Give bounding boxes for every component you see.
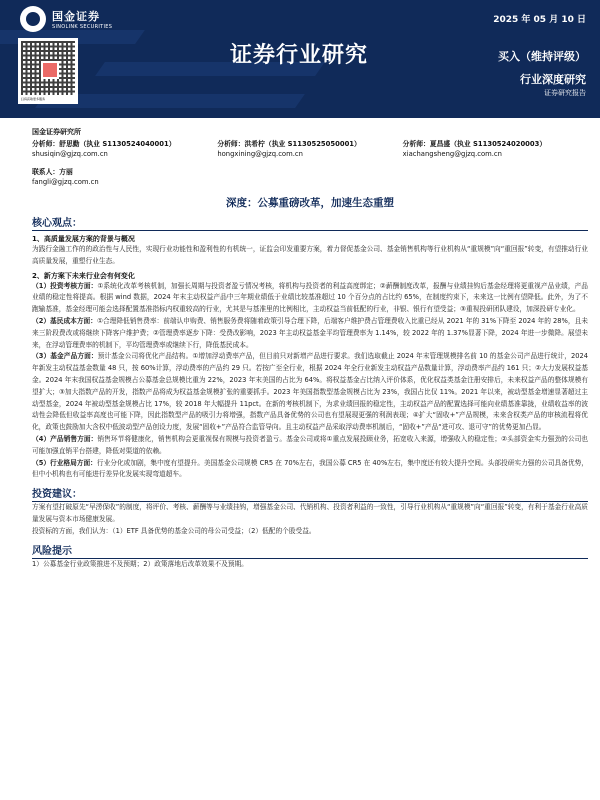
risk-title: 风险提示 xyxy=(32,542,588,559)
report-subnote: 证券研究报告 xyxy=(544,89,586,97)
report-header xyxy=(0,0,600,118)
logo-en: SINOLINK SECURITIES xyxy=(52,24,113,30)
qr-code-icon xyxy=(21,41,75,95)
paragraph: 投资标的方面，我们认为：（1）ETF 具备优势的基金公司的母公司受益；（2）低配的个股受益。 xyxy=(32,526,316,535)
contact-name: 联系人：方丽 xyxy=(32,168,73,176)
analyst-item xyxy=(217,139,402,159)
paragraph-label: （5）行业格局方面： xyxy=(32,458,97,467)
paragraph xyxy=(32,281,588,316)
analyst-item xyxy=(403,139,588,159)
paragraph-label: （1）投资考核方面： xyxy=(32,281,98,290)
paragraph xyxy=(32,316,588,351)
paragraph-text: 销售环节将健康化，销售机构会更重视保有规模与投资者盈亏。基金公司或将①重点发展投顾业务，拓宽收入来源，增强收入的稳定性；②头部资金实力强劲的公司也可能加强直销平台搭建，降低对渠道的依赖。 xyxy=(32,434,588,455)
report-subtype: 行业深度研究 xyxy=(520,73,586,86)
paragraph xyxy=(32,458,588,482)
analyst-email[interactable]: xiachangsheng@gjzq.com.cn xyxy=(402,150,502,158)
analyst-name: 分析师：洪希柠（执业 S1130525050001） xyxy=(217,140,361,148)
core-views-title: 核心观点： xyxy=(32,214,588,231)
research-org: 国金证券研究所 xyxy=(32,128,81,136)
analyst-name: 分析师：夏昌盛（执业 S1130524020003） xyxy=(402,140,547,148)
analyst-item xyxy=(32,139,217,159)
paragraph-text: 行业分化或加剧，集中度有望提升。美国基金公司规模 CR5 在 70%左右，我国公募 CR5 在 40%左右，集中度还有较大提升空间。头部投研实力强的公司具备优势，但中小机构也有可能进行差异化发展实现弯道超车。 xyxy=(32,458,588,479)
analyst-email[interactable]: hongxining@gjzq.com.cn xyxy=(217,150,303,158)
report-date: 2025 年 05 月 10 日 xyxy=(493,15,586,25)
section-heading: 1、高质量发展方案的背景与概况 xyxy=(32,235,135,243)
paragraph: 1）公募基金行业政策推进不及预期；2）政策落地后改革效果不及预期。 xyxy=(32,559,248,568)
paragraph-text: 预计基金公司将优化产品结构。①增加浮动费率产品，但目前只对新增产品进行要求。我们选取截止 2024 年末管理规模排名前 10 的基金公司产品进行统计，2024 年新发主动权益基金数量 48 只，按 60%计算，浮动费率的产品约 29 只。若按广至全行业，根据 2024 年全行业新发主动权益产品数量计算，浮动费率产品约 161 只；②大力发展权益基金。2024 年末我国权益基金规模占公募基金总规模比重为 22%，2023 年末美国的占比为 64%。将权益基金占比纳入评价体系，优化权益类基金注册安排后，未来权益产品的整体规模有望扩大；③加大指数产品的开发，指数产品将成为权益基金规模扩张的重要抓手。2023 年美国指数型基金规模占比为 23%，我国占比仅 11%。2021 年以来，被动型基金增速显著超过主动型基金，2024 年被动型基金规模占比 17%，较 2018 年大幅提升 11pct。在新的考核机制下，为求业绩回报的稳定性，主动权益产品的配置选择可能向业绩基准靠拢，业绩收益率的波动性会降低但收益率高度也可能下降，因此指数型产品的吸引力将增强，指数产品具备优势的公司也有望展现更强的利润表现；④扩大“固收+”产品规模，未来含权类产品的审核流程将优化，政策也鼓励加大含权中低波动型产品创设力度，发展“固收+”产品符合监管导向。且主动权益产品采取浮动费率机制后，“固收+”产品“进可攻、退可守”的优势更加凸显。 xyxy=(32,352,589,432)
paragraph-label: （4）产品销售方面： xyxy=(32,434,98,443)
qr-code[interactable] xyxy=(18,38,78,104)
company-logo xyxy=(20,6,112,32)
paragraph-label: （2）基民成本方面： xyxy=(32,316,97,325)
contact-block xyxy=(32,167,588,187)
qr-caption: 扫码获取更多服务 xyxy=(21,97,46,101)
analyst-list xyxy=(32,139,588,159)
contact-email[interactable]: fangli@gjzq.com.cn xyxy=(32,178,99,186)
logo-mark-icon xyxy=(20,6,46,32)
analyst-email[interactable]: shusiqin@gjzq.com.cn xyxy=(32,150,108,158)
paragraph-text: ①合理降低销售费率：前端认申购费、销售服务费将随着政策引导合理下降，后端客户维护费占管理费收入比重已经从 2021 年的 31%下降至 2024 年的 28%，且未来三阶段费改或将继续下降客户维护费；②管理费率逐步下降：受费改影响，2023 年主动权益基金平均管理费率为 1.14%，较 2022 年的 1.37%显著下降，2024 年进一步微降。展望未来，在浮动管理费率的机制下，平均管理费率或继续下行，降低基民成本。 xyxy=(32,316,588,349)
logo-cn: 国金证券 xyxy=(52,10,100,23)
paragraph: 为践行金融工作的的政治性与人民性，实现行业功能性和盈利性的有机统一，证监会印发重要方案，着力督促基金公司、基金销售机构等行业机构从“重规模”向“重回报”转变，有望推动行业高质量发展，重塑行业生态。 xyxy=(32,245,588,265)
report-headline: 深度：公募重磅改革，加速生态重塑 xyxy=(226,197,394,209)
report-body xyxy=(32,127,588,570)
paragraph: 方案有望打破原先“早涝保收”的制度，将评价、考核、薪酬等与业绩挂钩，增强基金公司、代销机构、投资者利益的一致性，引导行业机构从“重规模”向“重回报”转变，有利于基金行业高质量发展与资本市场健康发展。 xyxy=(32,503,588,523)
investment-advice-title: 投资建议： xyxy=(32,485,588,502)
paragraph xyxy=(32,351,588,434)
rating: 买入（维持评级） xyxy=(498,50,586,63)
report-type: 证券行业研究 xyxy=(230,43,369,68)
paragraph-label: （3）基金产品方面： xyxy=(32,352,98,361)
paragraph-text: ①系统化改革考核机制，加强长周期与投资者盈亏情况考核，将机构与投资者的利益高度绑定；②薪酬制度改革，报酬与业绩挂钩后基金经理将更重视产品业绩，产品业绩的稳定性将提高。根据 wind 数据，2024 年末主动权益产品中三年期业绩低于业绩比较基准超过 10 个百分点的占比约 65%，在制度约束下，未来这一比例有望降低。此外，为了不跑输基准，基金经理可能会选择配置基准指标内权重较高的行业，尤其是与基准里的比例相比，主动权益当前低配的行业，非银、银行有望受益；③重视投研团队建设，加深投研专业化。 xyxy=(32,281,588,314)
section-heading: 2、新方案下未来行业会有何变化 xyxy=(32,271,135,280)
paragraph xyxy=(32,434,588,458)
analyst-name: 分析师：舒思勤（执业 S1130524040001） xyxy=(32,140,176,148)
